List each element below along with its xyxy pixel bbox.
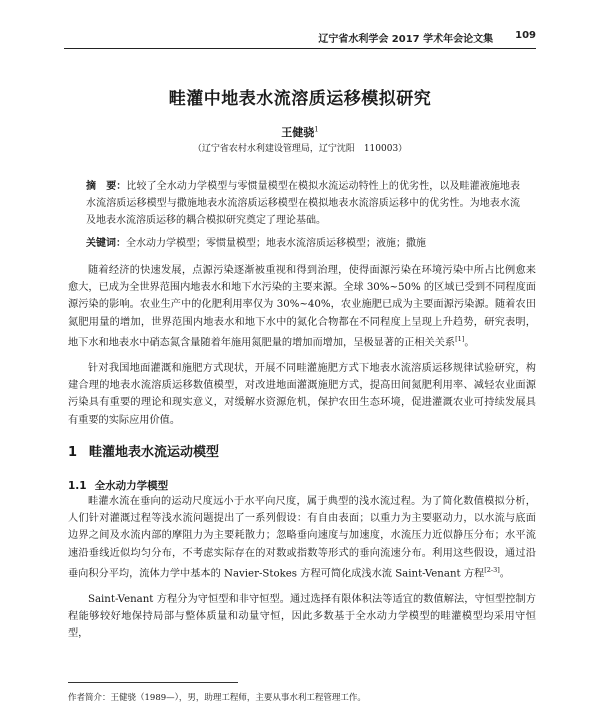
subsection-heading-1-1 xyxy=(68,478,168,493)
abstract-text: 比较了全水动力学模型与零惯量模型在模拟水流运动特性上的优劣性，以及畦灌液施地表水流溶质运移模型与撒施地表水流溶质运移模型在模拟地表水流溶质运移中的优劣性。为地表水流及地表水流溶质运移的耦合模拟研究奠定了理论基础。 xyxy=(86,181,521,226)
author-marker: 1 xyxy=(314,125,319,134)
body-paragraph-4 xyxy=(68,591,536,643)
keywords xyxy=(86,235,520,252)
abstract xyxy=(86,178,520,229)
affiliation: （辽宁省农村水利建设管理局，辽宁沈阳 110003） xyxy=(192,144,408,154)
intro-p2-text: 针对我国地面灌溉和施肥方式现状，开展不同畦灌施肥方式下地表水流溶质运移规律试验研究，构建合理的地表水流溶质运移数值模型，对改进地面灌溉施肥方式，提高田间氮肥利用率、减轻农业面源污染具有重要的理论和现实意义，对缓解水资源危机，保护农田生态环境，促进灌溉农业可持续发展具有重要的实际应用价值。 xyxy=(68,363,536,426)
keywords-label: 关键词： xyxy=(86,238,126,249)
intro-p1-text: 随着经济的快速发展，点源污染逐渐被重视和得到治理，使得面源污染在环境污染中所占比例愈来愈大，已成为全世界范围内地表水和地下水污染的主要来源。全球 30%~50% 的区域已受到不同程度面源污染的影响。农业生产中的化肥利用率仅为 30%~40%，农业施肥已成为主要面源污染源。随着农田氮肥用量的增加，世界范围内地表水和地下水中的氮化合物都在不同程度上呈现上升趋势，研究表明，地下水和地表水中硝态氮含量随着年施用氮肥量的增加而增加，呈极显著的正相关关系 xyxy=(68,265,536,349)
citation-ref: [1] xyxy=(455,334,465,343)
journal-name: 辽宁省水利学会 2017 学术年会论文集 xyxy=(318,34,494,45)
header-rule xyxy=(64,48,536,49)
subsection-title: 全水动力学模型 xyxy=(94,480,169,492)
paper-title: 畦灌中地表水流溶质运移模拟研究 xyxy=(168,89,432,109)
page-number: 109 xyxy=(515,30,536,41)
abstract-label: 摘 要： xyxy=(86,181,127,192)
body-p4-text: Saint-Venant 方程分为守恒型和非守恒型。通过选择有限体积法等适宜的数值解法，守恒型控制方程能够较好地保持局部与整体质量和动量守恒，因此多数基于全水动力学模型的畦灌模型均采用守恒型， xyxy=(68,594,536,640)
intro-paragraph-2 xyxy=(68,360,536,429)
intro-p1-end: 。 xyxy=(464,337,475,349)
body-p3-end: 。 xyxy=(499,568,510,580)
section-heading-1 xyxy=(68,441,219,460)
author-line xyxy=(0,124,600,140)
section-title: 畦灌地表水流运动模型 xyxy=(89,445,220,460)
body-p3-text: 畦灌水流在垂向的运动尺度远小于水平向尺度，属于典型的浅水流过程。为了简化数值模拟分析，人们针对灌溉过程等浅水流问题提出了一系列假设：有自由表面；以重力为主要驱动力，以水流与底面边界之间及水流内部的摩阻力为主要耗散力；忽略垂向速度与加速度，水流压力近似静压分布；水平流速沿垂线近似均匀分布，不考虑实际存在的对数或指数等形式的垂向流速分布。利用这些假设，通过沿垂向积分平均，流体力学中基本的 Navier-Stokes 方程可简化成浅水流 Saint-Venant 方程 xyxy=(68,496,536,580)
author-name: 王健骁 xyxy=(281,126,315,139)
body-paragraph-3 xyxy=(68,493,536,582)
keywords-text: 全水动力学模型；零惯量模型；地表水流溶质运移模型；液施；撒施 xyxy=(126,238,426,249)
footnote-rule xyxy=(68,682,238,683)
intro-paragraph-1 xyxy=(68,262,536,351)
citation-ref: [2-3] xyxy=(484,565,500,574)
subsection-number: 1.1 xyxy=(68,480,87,492)
author-footnote: 作者简介：王健骁（1989—），男，助理工程师，主要从事水利工程管理工作。 xyxy=(68,693,366,703)
section-number: 1 xyxy=(68,445,78,460)
running-header xyxy=(64,30,536,45)
